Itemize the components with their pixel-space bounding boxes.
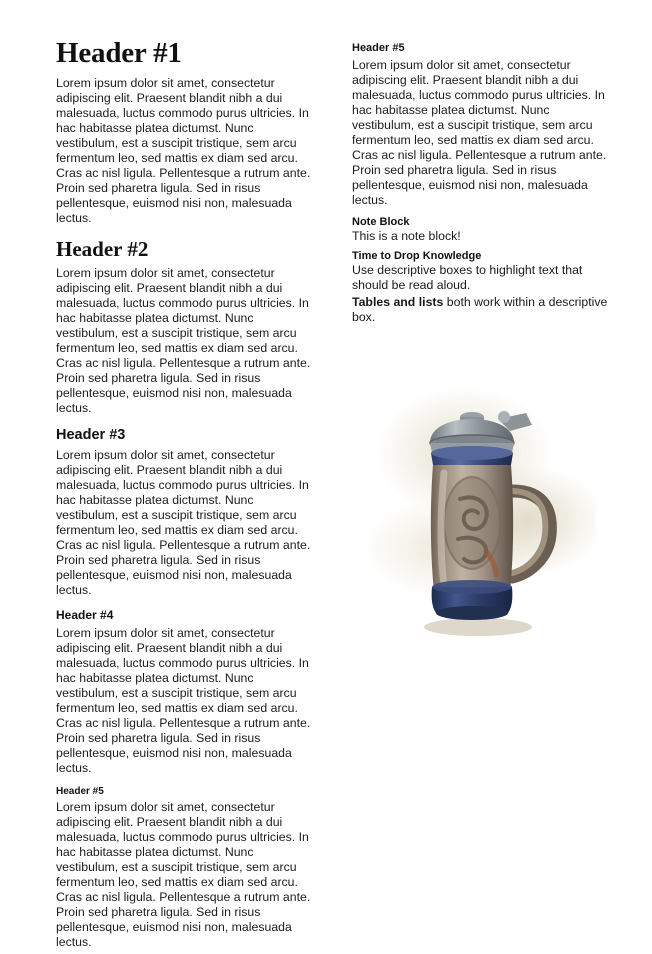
section-body-5: Lorem ipsum dolor sit amet, consectetur adipiscing elit. Praesent blandit nibh a dui malesuada, luctus commodo purus ultricies. In hac habitasse platea dictumst. Nunc vestibulum, est a suscipit tristique, sem arcu fermentum leo, sed mattis ex diam sed arcu. Cras ac nisl ligula. Pellentesque a rutrum ante. Proin sed pharetra ligula. Sed in risus pellentesque, euismod nisi non, malesuada lectus.	[56, 799, 311, 949]
right-column	[352, 38, 614, 645]
descriptive-block-trailing-text: both work within a descriptive box.	[352, 295, 608, 325]
section-heading-2: Header #2	[56, 237, 149, 262]
section-body-3: Lorem ipsum dolor sit amet, consectetur adipiscing elit. Praesent blandit nibh a dui malesuada, luctus commodo purus ultricies. In hac habitasse platea dictumst. Nunc vestibulum, est a suscipit tristique, sem arcu fermentum leo, sed mattis ex diam sed arcu. Cras ac nisl ligula. Pellentesque a rutrum ante. Proin sed pharetra ligula. Sed in risus pellentesque, euismod nisi non, malesuada lectus.	[56, 448, 311, 598]
section-body-4: Lorem ipsum dolor sit amet, consectetur adipiscing elit. Praesent blandit nibh a dui malesuada, luctus commodo purus ultricies. In hac habitasse platea dictumst. Nunc vestibulum, est a suscipit tristique, sem arcu fermentum leo, sed mattis ex diam sed arcu. Cras ac nisl ligula. Pellentesque a rutrum ante. Proin sed pharetra ligula. Sed in risus pellentesque, euismod nisi non, malesuada lectus.	[56, 625, 311, 775]
section-body-1: Lorem ipsum dolor sit amet, consectetur adipiscing elit. Praesent blandit nibh a dui malesuada, luctus commodo purus ultricies. In hac habitasse platea dictumst. Nunc vestibulum, est a suscipit tristique, sem arcu fermentum leo, sed mattis ex diam sed arcu. Cras ac nisl ligula. Pellentesque a rutrum ante. Proin sed pharetra ligula. Sed in risus pellentesque, euismod nisi non, malesuada lectus.	[56, 76, 311, 226]
right-section-body: Lorem ipsum dolor sit amet, consectetur adipiscing elit. Praesent blandit nibh a dui malesuada, luctus commodo purus ultricies. In hac habitasse platea dictumst. Nunc vestibulum, est a suscipit tristique, sem arcu fermentum leo, sed mattis ex diam sed arcu. Cras ac nisl ligula. Pellentesque a rutrum ante. Proin sed pharetra ligula. Sed in risus pellentesque, euismod nisi non, malesuada lectus.	[352, 58, 607, 208]
descriptive-block-text: Use descriptive boxes to highlight text that should be read aloud.	[352, 263, 583, 293]
descriptive-block	[352, 250, 614, 325]
section-heading-5: Header #5	[56, 785, 104, 797]
beer-stein-illustration	[400, 373, 570, 641]
right-section-heading: Header #5	[352, 42, 405, 54]
page-title: Header #1	[56, 37, 182, 69]
note-block-title: Note Block	[352, 216, 410, 229]
note-block-text: This is a note block!	[352, 229, 461, 244]
two-column-layout	[56, 38, 606, 954]
section-body-2: Lorem ipsum dolor sit amet, consectetur adipiscing elit. Praesent blandit nibh a dui malesuada, luctus commodo purus ultricies. In hac habitasse platea dictumst. Nunc vestibulum, est a suscipit tristique, sem arcu fermentum leo, sed mattis ex diam sed arcu. Cras ac nisl ligula. Pellentesque a rutrum ante. Proin sed pharetra ligula. Sed in risus pellentesque, euismod nisi non, malesuada lectus.	[56, 266, 311, 416]
illustration-container	[352, 365, 614, 645]
note-block	[352, 216, 614, 244]
section-heading-4: Header #4	[56, 608, 114, 623]
descriptive-block-bold-lead: Tables and lists	[352, 295, 444, 310]
left-column	[56, 38, 318, 954]
section-heading-3: Header #3	[56, 427, 126, 444]
descriptive-block-title: Time to Drop Knowledge	[352, 250, 482, 263]
descriptive-block-secondary	[352, 295, 614, 325]
